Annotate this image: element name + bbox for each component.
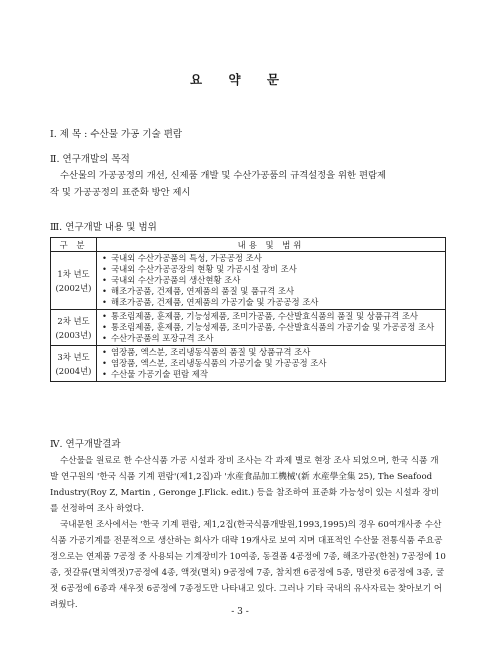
table-row xyxy=(51,252,446,310)
year-range: (2004년) xyxy=(55,365,92,376)
list-item: • 해조가공품, 건제품, 연제품의 가공기술 및 가공공정 조사 xyxy=(101,297,441,307)
year-cell xyxy=(51,346,97,382)
page-title: 요 약 문 xyxy=(190,72,290,87)
section-1-heading: Ⅰ. 제 목 : 수산물 가공 기술 편람 xyxy=(50,129,183,140)
section-2-heading: Ⅱ. 연구개발의 목적 xyxy=(50,154,130,165)
items-cell xyxy=(97,252,446,310)
section-4-heading: Ⅳ. 연구개발결과 xyxy=(50,439,121,450)
year-range: (2003년) xyxy=(55,329,92,340)
section-2-body xyxy=(50,167,446,201)
list-item: • 국내외 수산가공품의 특성, 가공공정 조사 xyxy=(101,253,441,263)
items-cell xyxy=(97,346,446,382)
list-item: • 염장품, 엑스분, 조리냉동식품의 품질 및 상품규격 조사 xyxy=(101,347,441,357)
table-header-row xyxy=(51,238,446,252)
list-item: • 통조림제품, 훈제품, 기능성제품, 조미가공품, 수산발효식품의 가공기술 및 가공공정 조사 xyxy=(101,322,441,332)
table-header-category: 구 분 xyxy=(51,238,97,252)
scope-table xyxy=(50,237,446,382)
list-item: • 수산가공품의 포장규격 조사 xyxy=(101,333,441,343)
list-item: • 해조가공품, 건제품, 연제품의 품질 및 품규격 조사 xyxy=(101,286,441,296)
section-2-line: 수산물의 가공공정의 개선, 신제품 개발 및 수산가공품의 규격설정을 위한 편람제 xyxy=(60,170,386,181)
results-paragraph: 수산물을 원료로 한 수산식품 가공 시설과 장비 조사는 각 과제 별로 현장 조사 되었으며, 한국 식품 개발 연구원의 '한국 식품 기계 편람'(제1,2집)과 '水産食品加工機械'(新 水産學全集 25), The Seafood Industry(Roy Z, Martin , Geronge J.Flick. edit.) 등을 참조하여 표준화 가능성이 있는 시설과 장비를 선정하여 조사 하였다. xyxy=(50,456,440,514)
year-cell xyxy=(51,310,97,346)
year-label: 3차 년도 xyxy=(57,351,90,362)
section-4-body xyxy=(50,453,446,613)
year-label: 2차 년도 xyxy=(57,315,90,326)
list-item: • 국내외 수산가공품의 생산현황 조사 xyxy=(101,275,441,285)
table-row xyxy=(51,346,446,382)
list-item: • 국내외 수산가공공장의 현황 및 가공시설 장비 조사 xyxy=(101,264,441,274)
page-number: - 3 - xyxy=(231,607,249,617)
list-item: • 염장품, 엑스분, 조리냉동식품의 가공기술 및 가공공정 조사 xyxy=(101,358,441,368)
list-item: • 통조림제품, 훈제품, 기능성제품, 조미가공품, 수산발효식품의 품질 및 상품규격 조사 xyxy=(101,311,441,321)
list-item: • 수산물 가공기술 편람 제작 xyxy=(101,369,441,379)
section-3-heading: Ⅲ. 연구개발 내용 및 범위 xyxy=(50,222,157,233)
year-label: 1차 년도 xyxy=(57,268,90,279)
table-header-content: 내용 및 범위 xyxy=(97,238,446,252)
year-range: (2002년) xyxy=(55,282,92,293)
table-row xyxy=(51,310,446,346)
year-cell xyxy=(51,252,97,310)
results-paragraph: 국내문헌 조사에서는 '한국 기계 편람, 제1,2집(한국식품개발원,1993,1995)의 경우 60여개사중 수산식품 가공기계를 전문적으로 생산하는 회사가 대략 19개사로 보여 지며 대표적인 수산물 전통식품 주요공정으로는 연제품 7공정 중 사용되는 기계장비가 10여종, 동결품 4공정에 7종, 해조가공(한천) 7공정에 10종, 젓갈류(멸치액젓)7공정에 4종, 액젓(멸치) 9공정에 7종, 참치캔 6공정에 5종, 명란젓 6공정에 3종, 굴젓 6공정에 6종과 새우젓 6공정에 7종정도만 나타내고 있다. 그러나 기타 국내의 유사자료는 찾아보기 어려웠다. xyxy=(50,520,446,610)
section-2-line: 작 및 가공공정의 표준화 방안 제시 xyxy=(50,187,191,198)
items-cell xyxy=(97,310,446,346)
